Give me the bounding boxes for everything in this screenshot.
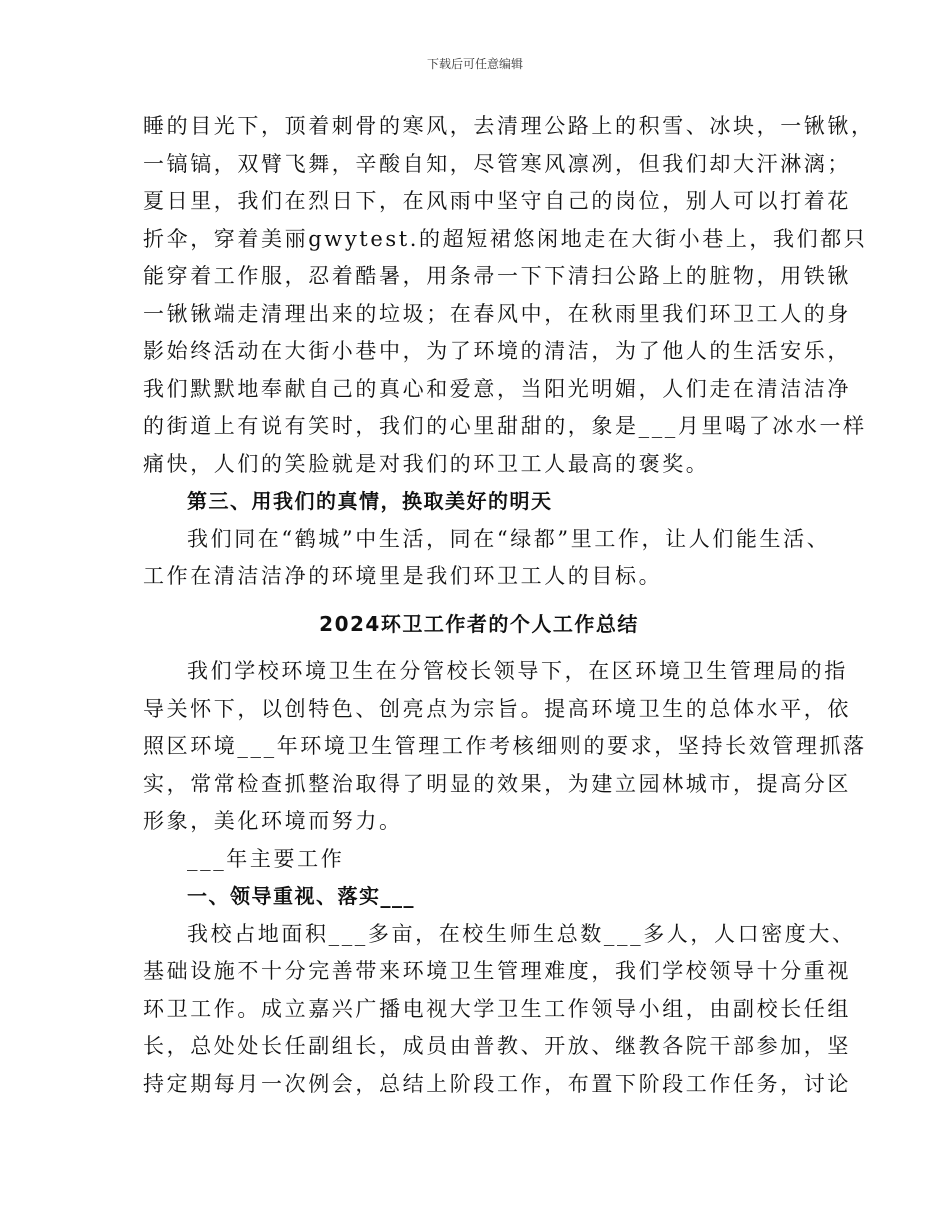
paragraph-leadership <box>143 916 856 1104</box>
text-line: 我们同在“鹤城”中生活，同在“绿都”里工作，让人们能生活、 <box>187 526 831 551</box>
text-line: 持定期每月一次例会，总结上阶段工作，布置下阶段工作任务，讨论 <box>143 1071 851 1096</box>
text-line: 一锹锹端走清理出来的垃圾；在春风中，在秋雨里我们环卫工人的身 <box>143 301 851 326</box>
text-line: 导关怀下，以创特色、创亮点为宗旨。提高环境卫生的总体水平，依 <box>143 696 851 721</box>
document-body <box>143 108 875 1103</box>
text-line: 我们默默地奉献自己的真心和爱意，当阳光明媚，人们走在清洁洁净 <box>143 376 851 401</box>
text-line: 环卫工作。成立嘉兴广播电视大学卫生工作领导小组，由副校长任组 <box>143 996 851 1021</box>
page-header-note: 下载后可任意编辑 <box>426 57 523 71</box>
document-title: 2024环卫工作者的个人工作总结 <box>319 611 639 636</box>
text-line: 形象，美化环境而努力。 <box>143 809 403 833</box>
section-heading-3: 第三、用我们的真情，换取美好的明天 <box>187 489 553 513</box>
text-line: 长，总处处长任副组长，成员由普教、开放、继教各院干部参加，坚 <box>143 1034 851 1058</box>
text-line: 影始终活动在大街小巷中，为了环境的清洁，为了他人的生活安乐， <box>143 339 851 363</box>
paragraph-goal <box>143 521 831 596</box>
paragraph-intro <box>143 653 867 841</box>
text-line: 能穿着工作服，忍着酷暑，用条帚一下下清扫公路上的脏物，用铁锹 <box>143 264 851 288</box>
main-work-label: ___年主要工作 <box>187 846 345 871</box>
section-heading-1: 一、领导重视、落实___ <box>187 884 415 908</box>
text-line: 夏日里，我们在烈日下，在风雨中坚守自己的岗位，别人可以打着花 <box>143 189 851 213</box>
text-line: 睡的目光下，顶着刺骨的寒风，去清理公路上的积雪、冰块，一锹锹， <box>143 114 875 138</box>
text-line: 照区环境___年环境卫生管理工作考核细则的要求，坚持长效管理抓落 <box>143 734 867 758</box>
text-line: 实，常常检查抓整治取得了明显的效果，为建立园林城市，提高分区 <box>143 771 851 796</box>
paragraph-winter-summer <box>143 108 875 483</box>
text-line: 我们学校环境卫生在分管校长领导下，在区环境卫生管理局的指 <box>187 659 848 683</box>
text-line: 我校占地面积___多亩，在校生师生总数___多人，人口密度大、 <box>187 921 856 946</box>
text-line: 折伞，穿着美丽gwytest.的超短裙悠闲地走在大街小巷上，我们都只 <box>143 226 868 251</box>
text-line: 基础设施不十分完善带来环境卫生管理难度，我们学校领导十分重视 <box>143 959 851 983</box>
text-line: 的街道上有说有笑时，我们的心里甜甜的，象是___月里喝了冰水一样 <box>143 414 867 438</box>
text-line: 痛快，人们的笑脸就是对我们的环卫工人最高的褒奖。 <box>143 451 710 476</box>
text-line: 一镐镐，双臂飞舞，辛酸自知，尽管寒风凛冽，但我们却大汗淋漓； <box>143 151 851 176</box>
text-line: 工作在清洁洁净的环境里是我们环卫工人的目标。 <box>143 564 663 588</box>
